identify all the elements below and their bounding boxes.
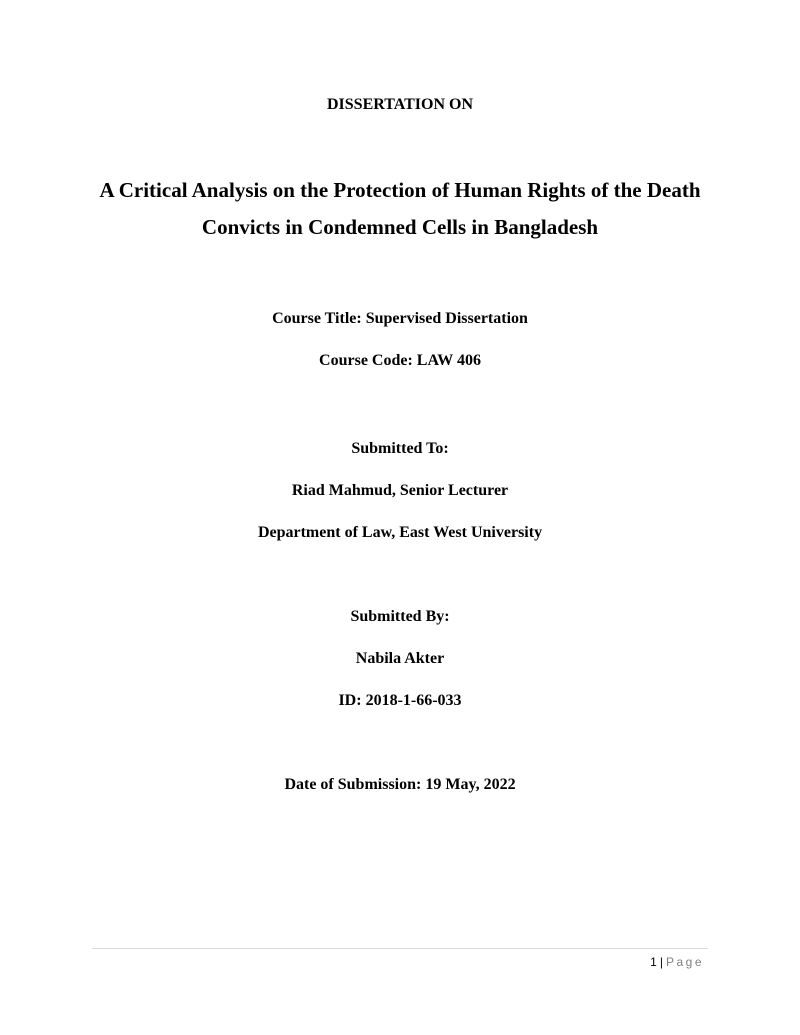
footer-separator: | — [659, 955, 663, 969]
dissertation-title-line-2: Convicts in Condemned Cells in Bangladesh — [201, 215, 599, 239]
student-name: Nabila Akter — [355, 650, 445, 667]
submitted-by-label: Submitted By: — [350, 608, 450, 625]
submission-date: Date of Submission: 19 May, 2022 — [284, 776, 516, 793]
student-id: ID: 2018-1-66-033 — [338, 692, 462, 709]
dissertation-heading: DISSERTATION ON — [327, 96, 473, 113]
footer-divider — [92, 948, 708, 949]
course-code: Course Code: LAW 406 — [319, 352, 481, 369]
department-name: Department of Law, East West University — [257, 524, 543, 541]
supervisor-name: Riad Mahmud, Senior Lecturer — [291, 482, 509, 499]
dissertation-title-line-1: A Critical Analysis on the Protection of Human Rights of the Death — [99, 178, 701, 202]
submitted-to-label: Submitted To: — [351, 440, 449, 457]
page-number: 1 — [650, 955, 657, 969]
page-footer — [650, 955, 704, 969]
page-label: Page — [665, 955, 704, 969]
course-title: Course Title: Supervised Dissertation — [272, 310, 528, 327]
